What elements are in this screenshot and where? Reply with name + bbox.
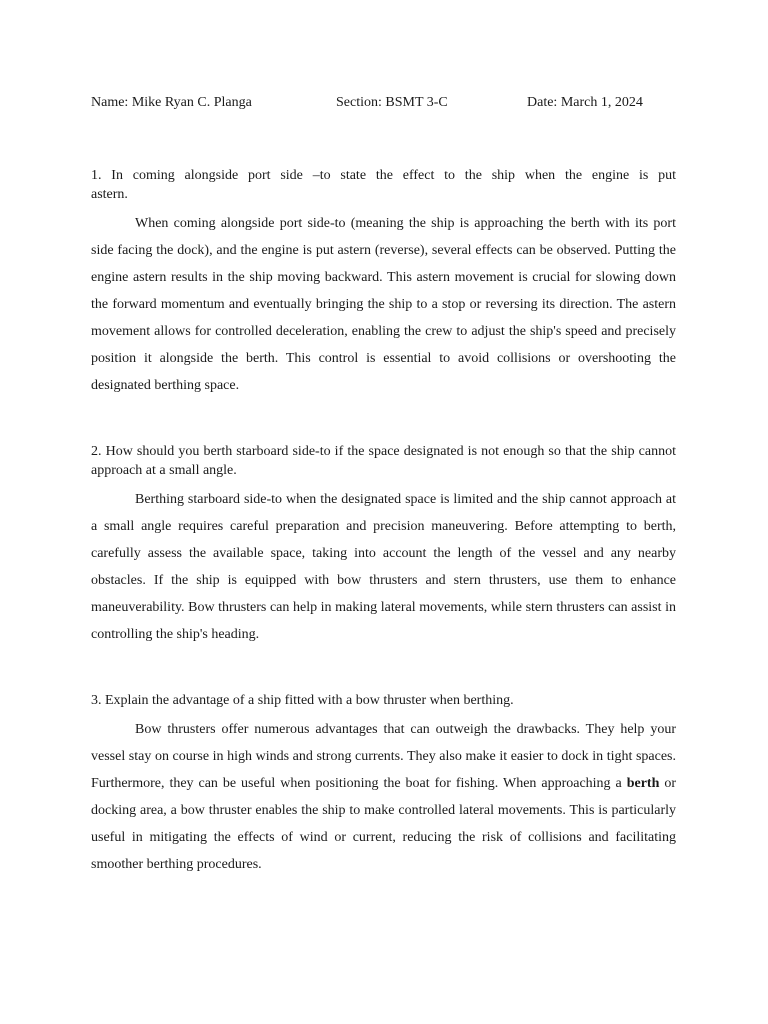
- answer-2: Berthing starboard side-to when the designated space is limited and the ship cannot approach at a small angle requires careful preparation and precision maneuvering. Before attempting to berth, carefully assess the available space, taking into account the length of the vessel and any nearby obstacles. If the ship is equipped with bow thrusters and stern thrusters, use them to enhance maneuverability. Bow thrusters can help in making lateral movements, while stern thrusters can assist in controlling the ship's heading.: [91, 492, 676, 642]
- question-3: 3. Explain the advantage of a ship fitted with a bow thruster when berthing.: [91, 693, 514, 708]
- student-section: Section: BSMT 3-C: [336, 95, 448, 110]
- question-1: 1. In coming alongside port side –to state the effect to the ship when the engine is put astern.: [91, 168, 676, 202]
- document-date: Date: March 1, 2024: [527, 95, 643, 110]
- student-name: Name: Mike Ryan C. Planga: [91, 95, 252, 110]
- answer-3-bold-term: berth: [626, 776, 660, 791]
- answer-1: When coming alongside port side-to (meaning the ship is approaching the berth with its port side facing the dock), and the engine is put astern (reverse), several effects can be observed. Putting the engine astern results in the ship moving backward. This astern movement is crucial for slowing down the forward momentum and eventually bringing the ship to a stop or reversing its direction. The astern movement allows for controlled deceleration, enabling the crew to adjust the ship's speed and precisely position it alongside the berth. This control is essential to avoid collisions or overshooting the designated berthing space.: [91, 216, 676, 393]
- answer-3-text-end: or docking area, a bow thruster enables the ship to make controlled lateral movements. This is particularly useful in mitigating the effects of wind or current, reducing the risk of collisions and facilitating smoother berthing procedures.: [91, 776, 676, 872]
- answer-3-text-start: Bow thrusters offer numerous advantages that can outweigh the drawbacks. They help your vessel stay on course in high winds and strong currents. They also make it easier to dock in tight spaces. Furthermore, they can be useful when positioning the boat for fishing. When approaching a: [91, 722, 676, 791]
- question-2: 2. How should you berth starboard side-to if the space designated is not enough so that the ship cannot approach at a small angle.: [91, 444, 676, 478]
- document-header: [91, 93, 691, 113]
- answer-3: [91, 716, 676, 878]
